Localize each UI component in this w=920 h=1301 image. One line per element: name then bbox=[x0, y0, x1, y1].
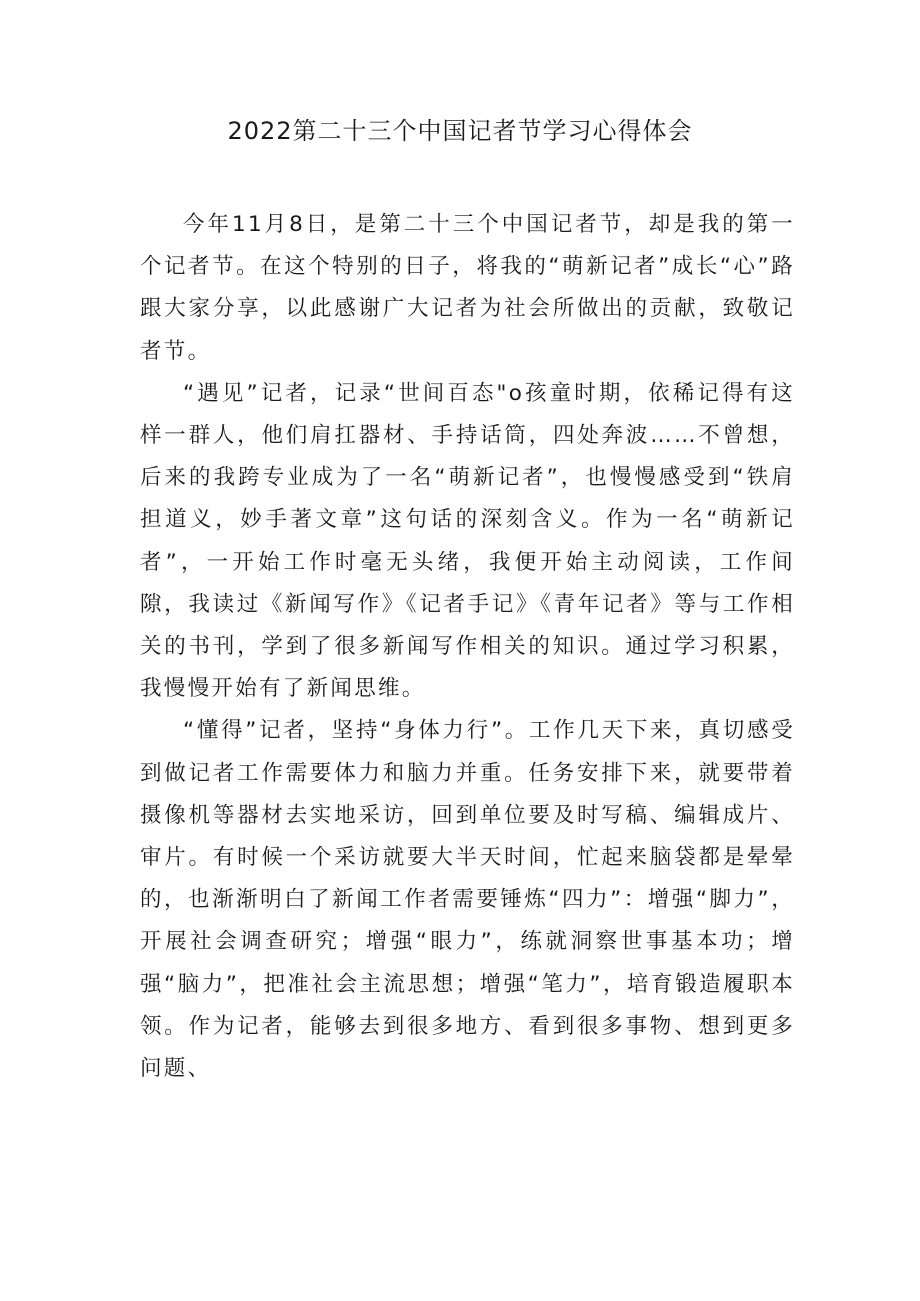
paragraph-2: “遇见”记者，记录“世间百态"o孩童时期，依稀记得有这样一群人，他们肩扛器材、手持话筒，四处奔波……不曾想，后来的我跨专业成为了一名“萌新记者”，也慢慢感受到“铁肩担道义，妙手著文章”这句话的深刻含义。作为一名“萌新记者”，一开始工作时毫无头绪，我便开始主动阅读，工作间隙，我读过《新闻写作》《记者手记》《青年记者》等与工作相关的书刊，学到了很多新闻写作相关的知识。通过学习积累，我慢慢开始有了新闻思维。 bbox=[140, 380, 795, 702]
document-body bbox=[140, 204, 795, 1090]
paragraph-3: “懂得”记者，坚持“身体力行”。工作几天下来，真切感受到做记者工作需要体力和脑力并重。任务安排下来，就要带着摄像机等器材去实地采访，回到单位要及时写稿、编辑成片、审片。有时候一个采访就要大半天时间，忙起来脑袋都是晕晕的，也渐渐明白了新闻工作者需要锤炼“四力”：增强“脚力”，开展社会调查研究；增强“眼力”，练就洞察世事基本功；增强“脑力”，把准社会主流思想；增强“笔力”，培育锻造履职本领。作为记者，能够去到很多地方、看到很多事物、想到更多问题、 bbox=[140, 718, 795, 1082]
paragraph-1: 今年11月8日，是第二十三个中国记者节，却是我的第一个记者节。在这个特别的日子，将我的“萌新记者”成长“心”路跟大家分享，以此感谢广大记者为社会所做出的贡献，致敬记者节。 bbox=[140, 212, 795, 364]
document-title: 2022第二十三个中国记者节学习心得体会 bbox=[227, 117, 693, 145]
